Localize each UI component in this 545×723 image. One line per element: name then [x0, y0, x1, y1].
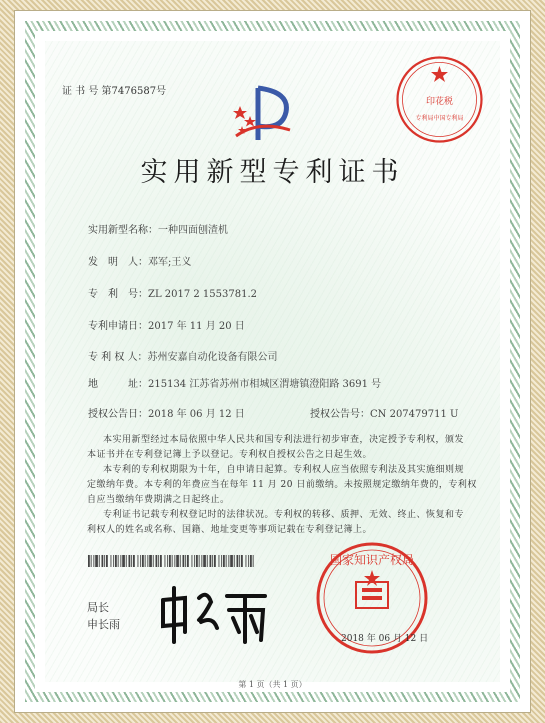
barcode-bar	[223, 555, 225, 567]
barcode-bar	[169, 555, 171, 567]
barcode-bar	[250, 555, 252, 567]
tax-stamp-seal	[392, 52, 487, 147]
field-value: 2018 年 06 月 12 日	[148, 409, 245, 420]
stamp-outer-text: 专利局中国专利局	[415, 115, 464, 122]
director-title: 局长	[87, 601, 109, 614]
barcode-bar	[122, 555, 125, 567]
page-title: 实用新型专利证书	[140, 157, 405, 188]
barcode-bar	[194, 555, 195, 567]
barcode-bar	[219, 555, 220, 567]
barcode-bar	[142, 555, 144, 567]
barcode-bar	[187, 555, 189, 567]
barcode-bar	[118, 555, 119, 567]
barcode-bar	[201, 555, 202, 567]
director-signature	[155, 580, 275, 650]
barcode-bar	[160, 555, 162, 567]
field-label: 授权公告号：	[310, 409, 370, 420]
barcode-bar	[203, 555, 206, 567]
field-value: 2017 年 11 月 20 日	[148, 321, 245, 332]
field-label: 地 址：	[88, 379, 148, 390]
barcode-bar	[237, 555, 239, 567]
barcode-bar	[174, 555, 175, 567]
barcode-bar	[212, 555, 213, 567]
barcode-bar	[172, 555, 173, 567]
barcode-bar	[145, 555, 146, 567]
barcode-bar	[192, 555, 193, 567]
barcode-bar	[207, 555, 208, 567]
paragraph-line: 本实用新型经过本局依照中华人民共和国专利法进行初步审查，决定授予专利权，颁发	[103, 435, 465, 445]
barcode-bar	[185, 555, 186, 567]
paragraph-line: 专利证书记载专利权登记时的法律状况。专利权的转移、质押、无效、终止、恢复和专	[103, 510, 465, 520]
page-footer: 第 1 页（共 1 页）	[238, 680, 307, 689]
field-address	[88, 375, 381, 390]
barcode-bar	[91, 555, 92, 567]
barcode-bar	[147, 555, 148, 567]
field-inventor	[88, 253, 191, 268]
field-value: CN 207479711 U	[370, 409, 459, 420]
paragraph-line: 自应当缴纳年费期满之日起终止。	[87, 495, 230, 505]
field-label: 发 明 人：	[88, 257, 148, 268]
barcode-bar	[241, 555, 243, 567]
stamp-inner-text: 印花税	[425, 97, 454, 107]
barcode-bar	[131, 555, 132, 567]
paragraph-line: 本证书并在专利登记簿上予以登记。专利权自授权公告之日起生效。	[87, 450, 373, 460]
barcode-bar	[129, 555, 131, 567]
barcode-bar	[106, 555, 108, 567]
barcode-bar	[165, 555, 166, 567]
director-name: 申长雨	[87, 618, 120, 631]
barcode-bar	[115, 555, 117, 567]
field-patentee	[88, 348, 278, 363]
barcode-bar	[149, 555, 152, 567]
barcode-bar	[167, 555, 168, 567]
barcode-bar	[133, 555, 135, 567]
barcode-bar	[239, 555, 240, 567]
field-value: 一种四面刨渣机	[158, 225, 228, 236]
barcode-bar	[180, 555, 181, 567]
barcode-bar	[196, 555, 198, 567]
field-value: ZL 2017 2 1553781.2	[148, 289, 258, 300]
field-label: 专利申请日：	[88, 321, 148, 332]
field-label: 专 利 号：	[88, 289, 148, 300]
barcode-bar	[183, 555, 185, 567]
field-value: 苏州安嘉自动化设备有限公司	[147, 352, 278, 363]
barcode-bar	[234, 555, 235, 567]
barcode-bar	[111, 555, 112, 567]
seal-date: 2018 年 06 月 12 日	[341, 634, 429, 644]
paragraph-line: 利权人的姓名或名称、国籍、地址变更等事项记载在专利登记簿上。	[87, 525, 373, 535]
barcode-bar	[176, 555, 179, 567]
field-filing-date	[88, 317, 245, 332]
certificate-number: 证 书 号 第7476587号	[62, 86, 167, 97]
barcode-bar	[199, 555, 200, 567]
field-announcement-date	[88, 405, 245, 420]
barcode-bar	[99, 555, 100, 567]
barcode-bar	[102, 555, 104, 567]
barcode-bar	[253, 555, 254, 567]
field-label: 实用新型名称：	[88, 225, 158, 236]
barcode-bar	[158, 555, 159, 567]
field-label: 专 利 权 人：	[88, 352, 148, 363]
barcode-bar	[214, 555, 216, 567]
seal-text: 国家知识产权局	[329, 553, 415, 567]
barcode-bar	[226, 555, 227, 567]
barcode-bar	[88, 555, 90, 567]
barcode-bar	[156, 555, 158, 567]
barcode-bar	[248, 555, 249, 567]
barcode-bar	[246, 555, 247, 567]
barcode-bar	[210, 555, 212, 567]
barcode-bar	[95, 555, 98, 567]
barcode-bar	[153, 555, 154, 567]
barcode-bar	[93, 555, 94, 567]
barcode-bar	[221, 555, 222, 567]
barcode-icon	[88, 555, 256, 567]
barcode-bar	[120, 555, 121, 567]
barcode-bar	[140, 555, 141, 567]
field-patent-number	[88, 285, 257, 300]
barcode-bar	[228, 555, 229, 567]
barcode-bar	[104, 555, 105, 567]
barcode-bar	[113, 555, 114, 567]
barcode-bar	[126, 555, 127, 567]
field-value: 邓军;王义	[148, 257, 192, 268]
paragraph-line: 定缴纳年费。本专利的年费应当在每年 11 月 20 日前缴纳。未按照规定缴纳年费的，专利权	[87, 480, 477, 490]
barcode-bar	[230, 555, 233, 567]
field-value: 215134 江苏省苏州市相城区渭塘镇澄阳路 3691 号	[148, 379, 382, 390]
field-utility-model-name	[88, 221, 228, 236]
cnipa-logo-icon	[228, 78, 298, 148]
barcode-bar	[138, 555, 139, 567]
field-label: 授权公告日：	[88, 409, 148, 420]
field-announcement-number	[310, 405, 458, 420]
paragraph-line: 本专利的专利权期限为十年，自申请日起算。专利权人应当依照专利法及其实施细则规	[103, 465, 465, 475]
